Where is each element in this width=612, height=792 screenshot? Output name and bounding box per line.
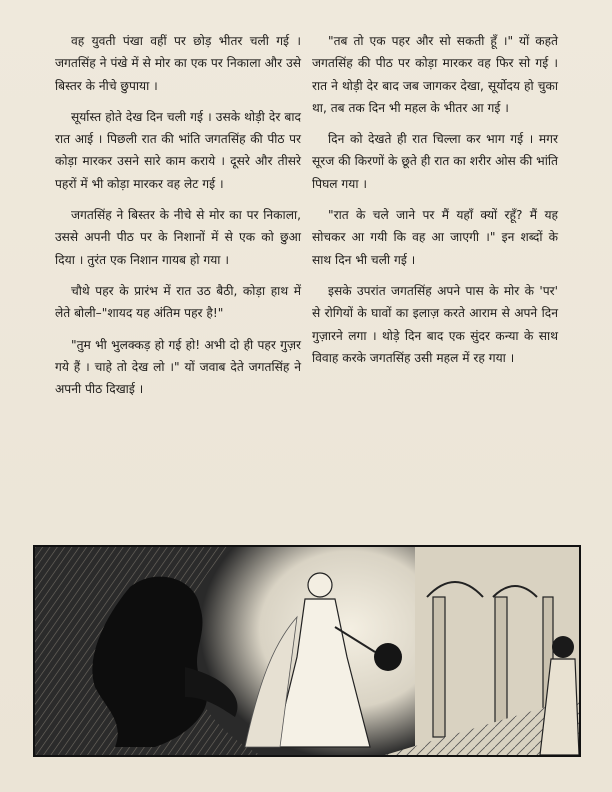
paragraph: "तब तो एक पहर और सो सकती हूँ ।" यों कहते जगतसिंह की पीठ पर कोड़ा मारकर वह फिर सो गई । रात ने थोड़ी देर बाद जब जागकर देखा, सूर्योदय हो चुका था, तब तक दिन भी महल के भीतर आ गई । — [312, 34, 558, 115]
paragraph: चौथे पहर के प्रारंभ में रात उठ बैठी, कोड़ा हाथ में लेते बोली–"शायद यह अंतिम पहर है!" — [55, 283, 301, 321]
text-column-right — [312, 30, 558, 378]
pillar — [433, 597, 445, 737]
jagatsingh-head — [552, 636, 574, 658]
paragraph: सूर्यास्त होते देख दिन चली गई । उसके थोड़ी देर बाद रात आई । पिछली रात की भांति जगतसिंह की पीठ पर कोड़ा मारकर उसने सारे काम कराये । दूसरे और तीसरे पहरों में भी कोड़ा मारकर वह लेट गई । — [55, 109, 301, 191]
text-column-left — [55, 30, 301, 409]
pillar — [495, 597, 507, 727]
paragraph: वह युवती पंखा वहीं पर छोड़ भीतर चली गई । जगतसिंह ने पंखे में से मोर का एक पर निकाला और उसे बिस्तर के नीचे छुपाया । — [55, 34, 301, 93]
paragraph: इसके उपरांत जगतसिंह अपने पास के मोर के 'पर' से रोगियों के घावों का इलाज़ करते आराम से अपने दिन गुज़ारने लगा । थोड़े दिन बाद एक सुंदर कन्या के साथ विवाह करके जगतसिंह उसी महल में रह गया । — [312, 283, 558, 365]
day-figure-head — [308, 573, 332, 597]
paragraph: "तुम भी भुलक्कड़ हो गई हो! अभी दो ही पहर गुज़र गये हैं । चाहे तो देख लो ।" यों जवाब देते जगतसिंह ने अपनी पीठ दिखाई । — [55, 337, 301, 397]
story-illustration — [33, 545, 581, 757]
illustration-drawing — [35, 547, 579, 755]
paragraph: जगतसिंह ने बिस्तर के नीचे से मोर का पर निकाला, उससे अपनी पीठ पर के निशानों में से एक को छुआ दिया । तुरंत एक निशान गायब हो गया । — [55, 208, 301, 267]
paragraph: "रात के चले जाने पर मैं यहाँ क्यों रहूँ? मैं यह सोचकर आ गयी कि वह आ जाएगी ।" इन शब्दों के साथ दिन भी चली गई । — [312, 208, 558, 267]
peacock-feather-fan — [374, 643, 402, 671]
paragraph: दिन को देखते ही रात चिल्ला कर भाग गई । मगर सूरज की किरणों के छूते ही रात का शरीर ओस की भांति पिघल गया । — [312, 132, 558, 191]
